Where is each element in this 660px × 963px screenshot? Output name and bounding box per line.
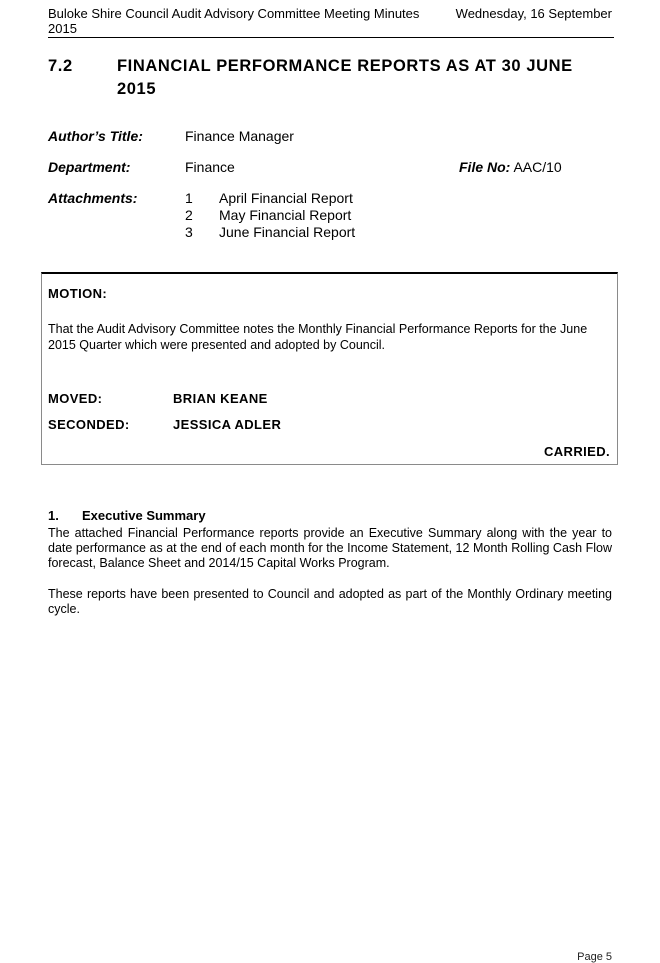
motion-text: That the Audit Advisory Committee notes the Monthly Financial Performance Reports for the June 2015 Quarter which were presented and adopted by Council. — [48, 322, 588, 352]
executive-summary-number: 1. — [48, 508, 59, 523]
seconded-by: JESSICA ADLER — [173, 417, 282, 432]
header-date: Wednesday, 16 September — [455, 6, 612, 21]
attachment-number: 1 — [185, 190, 193, 206]
department-value: Finance — [185, 159, 235, 175]
author-value: Finance Manager — [185, 128, 294, 144]
file-number — [459, 159, 562, 176]
seconded-row — [48, 417, 282, 432]
executive-summary-paragraph: The attached Financial Performance reports provide an Executive Summary along with the year to date performance as at the end of each month for the Income Statement, 12 Month Rolling Cash Flow forecast, Balance Sheet and 2014/15 Capital Works Program. — [48, 526, 612, 570]
motion-heading: MOTION: — [48, 286, 108, 301]
seconded-label: SECONDED: — [48, 417, 130, 432]
department-label: Department: — [48, 159, 131, 175]
file-number-label: File No: — [459, 159, 511, 175]
attachments-label: Attachments: — [48, 190, 138, 206]
author-label: Author’s Title: — [48, 128, 143, 144]
page-number: Page 5 — [577, 951, 612, 963]
section-title-text: FINANCIAL PERFORMANCE REPORTS AS AT 30 JUNE 2015 — [117, 57, 573, 98]
attachment-number: 3 — [185, 224, 193, 240]
header-meeting-title: Buloke Shire Council Audit Advisory Committee Meeting Minutes 2015 — [48, 6, 420, 36]
section-number: 7.2 — [48, 57, 73, 75]
running-header — [48, 4, 614, 38]
motion-box — [41, 272, 618, 465]
attachment-title: May Financial Report — [219, 207, 352, 223]
executive-summary-paragraph: These reports have been presented to Council and adopted as part of the Monthly Ordinary meeting cycle. — [48, 587, 612, 616]
moved-label: MOVED: — [48, 391, 103, 406]
moved-by: BRIAN KEANE — [173, 391, 268, 406]
moved-row — [48, 391, 268, 406]
executive-summary-title: Executive Summary — [82, 508, 206, 523]
attachment-number: 2 — [185, 207, 193, 223]
attachment-title: June Financial Report — [219, 224, 356, 240]
file-number-value: AAC/10 — [513, 159, 562, 175]
attachment-title: April Financial Report — [219, 190, 353, 206]
motion-result: CARRIED. — [543, 444, 610, 459]
